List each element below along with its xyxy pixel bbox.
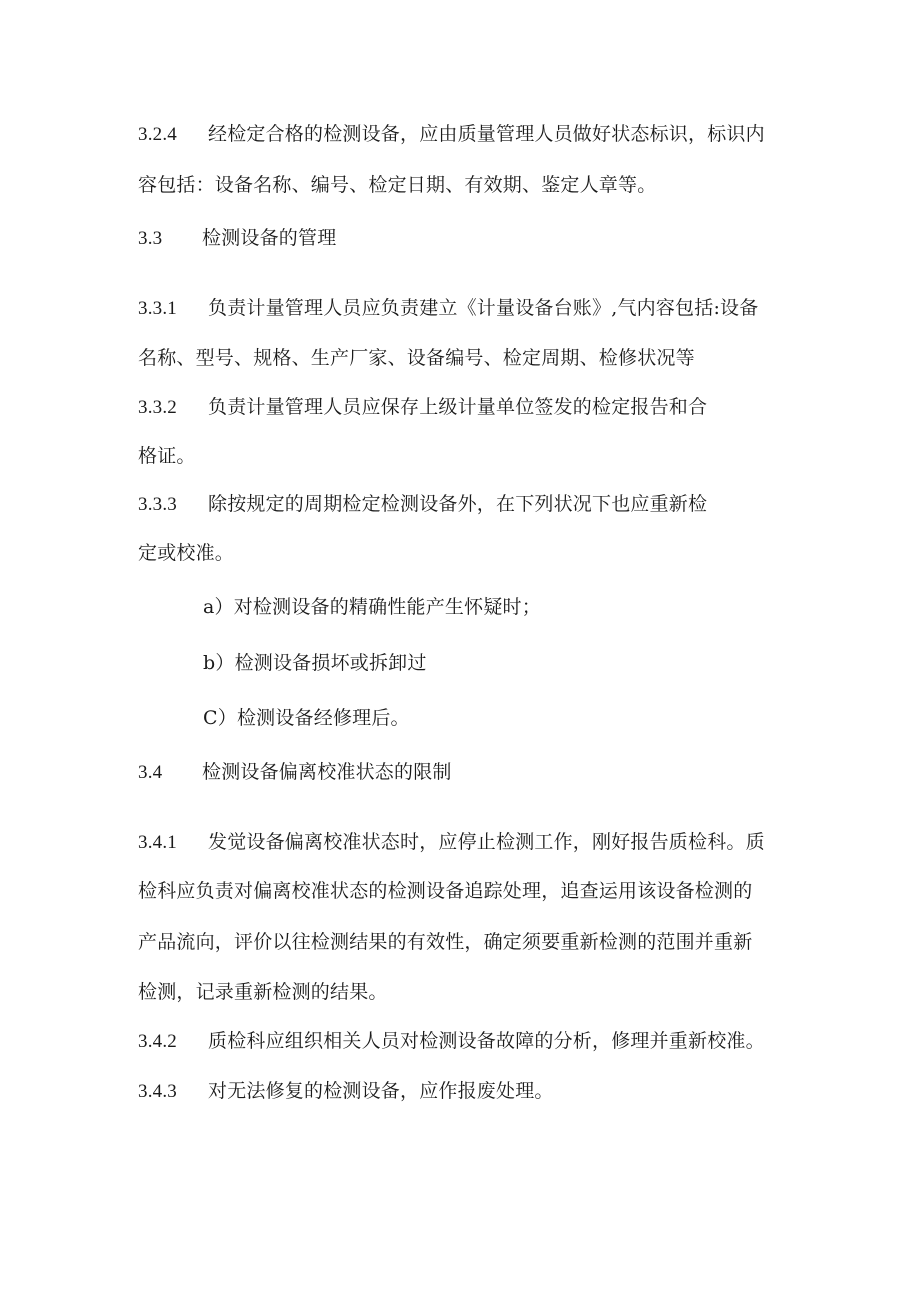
clause-text: 发觉设备偏离校准状态时，应停止检测工作，刚好报告质检科。质 — [208, 831, 765, 853]
section-title: 检测设备的管理 — [202, 227, 337, 249]
clause-3-2-4-line-2: 容包括：设备名称、编号、检定日期、有效期、鉴定人章等。 — [138, 174, 657, 196]
clause-3-3-1-line-1 — [138, 295, 758, 322]
clause-3-4-1-line-2: 检科应负责对偏离校准状态的检测设备追踪处理，追查运用该设备检测的 — [138, 880, 753, 902]
clause-text: 除按规定的周期检定检测设备外，在下列状况下也应重新检 — [208, 493, 708, 515]
clause-3-4-1-line-1 — [138, 829, 765, 856]
list-item-b: b）检测设备损坏或拆卸过 — [203, 652, 427, 674]
clause-number: 3.3.1 — [138, 298, 177, 319]
clause-number: 3.4.3 — [138, 1081, 177, 1102]
clause-3-3-2-line-2: 格证。 — [138, 445, 196, 467]
list-item-a: a）对检测设备的精确性能产生怀疑时； — [203, 596, 541, 618]
clause-3-3-3-line-2: 定或校准。 — [138, 542, 235, 564]
section-number: 3.4 — [138, 762, 163, 783]
clause-3-3-1-line-2: 名称、型号、规格、生产厂家、设备编号、检定周期、检修状况等 — [138, 347, 695, 369]
clause-3-4-1-line-4: 检测，记录重新检测的结果。 — [138, 981, 388, 1003]
clause-number: 3.4.1 — [138, 832, 177, 853]
section-number: 3.3 — [138, 228, 163, 249]
clause-number: 3.4.2 — [138, 1031, 177, 1052]
clause-3-4-3 — [138, 1078, 554, 1105]
clause-text: 经检定合格的检测设备，应由质量管理人员做好状态标识，标识内 — [208, 123, 765, 145]
clause-number: 3.2.4 — [138, 124, 177, 145]
section-title: 检测设备偏离校准状态的限制 — [202, 761, 452, 783]
clause-3-2-4-line-1 — [138, 121, 765, 148]
clause-text: 质检科应组织相关人员对检测设备故障的分析，修理并重新校准。 — [208, 1030, 765, 1052]
clause-3-4-2 — [138, 1028, 765, 1055]
list-item-c: C）检测设备经修理后。 — [203, 707, 410, 729]
clause-text: 对无法修复的检测设备，应作报废处理。 — [208, 1080, 554, 1102]
section-3-4-heading — [138, 759, 452, 786]
clause-number: 3.3.2 — [138, 397, 177, 418]
section-3-3-heading — [138, 225, 336, 252]
clause-3-3-2-line-1 — [138, 394, 707, 421]
clause-number: 3.3.3 — [138, 494, 177, 515]
clause-text: 负责计量管理人员应负责建立《计量设备台账》,气内容包括:设备 — [208, 297, 759, 319]
clause-3-3-3-line-1 — [138, 491, 707, 518]
clause-3-4-1-line-3: 产品流向，评价以往检测结果的有效性，确定须要重新检测的范围并重新 — [138, 931, 753, 953]
clause-text: 负责计量管理人员应保存上级计量单位签发的检定报告和合 — [208, 396, 708, 418]
